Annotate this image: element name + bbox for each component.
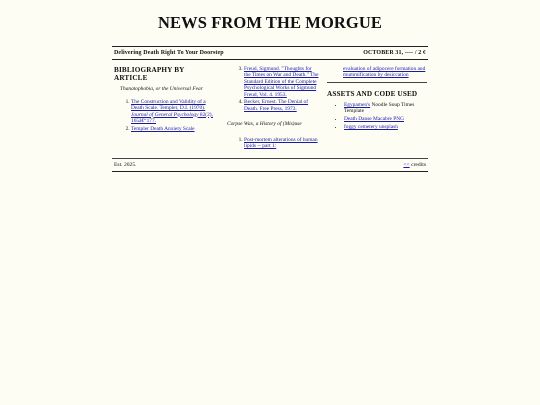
citation-link-becker[interactable]: Becker, Ernest. The Denial of Death. Free Press, 1973. <box>244 99 309 112</box>
list-item <box>244 66 319 98</box>
issue-date-price: OCTOBER 31, ---- / 2 ¢ <box>363 50 426 56</box>
established-text: Est. 2025. <box>114 162 137 168</box>
thanatophobia-intro: Thanatophobia, or the Universal Fear <box>120 86 203 93</box>
column-1 <box>114 66 218 133</box>
citation-text: The Construction and Validity of a Death Scale. Templer, D.I. (1970). Journal of General Psychology 82(2), 165â€“177. <box>131 98 213 125</box>
citation-link-death-scale[interactable] <box>131 99 213 124</box>
citation-link-templer-scale[interactable]: Templer Death Anxiety Scale <box>131 125 195 132</box>
list-item <box>131 126 218 132</box>
masthead-rule-top <box>112 46 428 47</box>
thanatophobia-list-continued <box>227 66 319 112</box>
list-item <box>131 99 218 125</box>
corpse-wax-list <box>227 137 319 150</box>
column-3 <box>327 66 427 132</box>
citation-continuation <box>327 66 427 79</box>
assets-list <box>327 102 427 130</box>
masthead-rule-bottom <box>112 59 428 60</box>
list-item <box>344 116 427 122</box>
citation-link-freud[interactable]: Freud, Sigmund. "Thoughts for the Times on War and Death." The Standard Edition of the Complete Psychological Works of Sigmund Freud, Vol. 4. 1953. <box>244 66 319 98</box>
tagline: Delivering Death Right To Your Doorstep <box>114 50 224 56</box>
bibliography-heading: BIBLIOGRAPHY BY ARTICLE <box>114 66 185 83</box>
list-item <box>244 137 319 150</box>
list-item <box>344 102 427 115</box>
credits-label: credits <box>409 162 426 168</box>
asset-link-template[interactable]: Egypamen's <box>344 102 371 109</box>
citation-link-adipocere[interactable]: evaluation of adipocere formation and mummification by desiccation <box>343 66 426 79</box>
footer <box>114 162 426 168</box>
list-item <box>344 124 427 130</box>
assets-heading: ASSETS AND CODE USED <box>327 89 418 98</box>
thanatophobia-list <box>114 99 218 132</box>
dateline-bar <box>114 50 426 56</box>
back-to-credits-link[interactable]: << <box>403 162 410 168</box>
corpse-wax-intro: Corpse Wax, a History of (Mis)use <box>227 121 302 128</box>
asset-link-foggy-cemetery[interactable]: foggy cemetery unsplash <box>344 123 398 130</box>
footer-rule-bottom <box>112 171 428 172</box>
column-2 <box>227 66 319 151</box>
asset-text: Noodle Soup Times Template <box>344 102 415 115</box>
list-item <box>244 99 319 112</box>
section-divider <box>327 82 427 83</box>
citation-link-post-mortem[interactable]: Post-mortem alterations of human lipids -- part 1: <box>244 136 318 149</box>
credits-nav <box>403 162 426 168</box>
page-title: NEWS FROM THE MORGUE <box>157 13 382 32</box>
footer-rule-top <box>112 158 428 159</box>
asset-link-danse-macabre[interactable]: Death Danse Macabre PNG <box>344 116 405 123</box>
